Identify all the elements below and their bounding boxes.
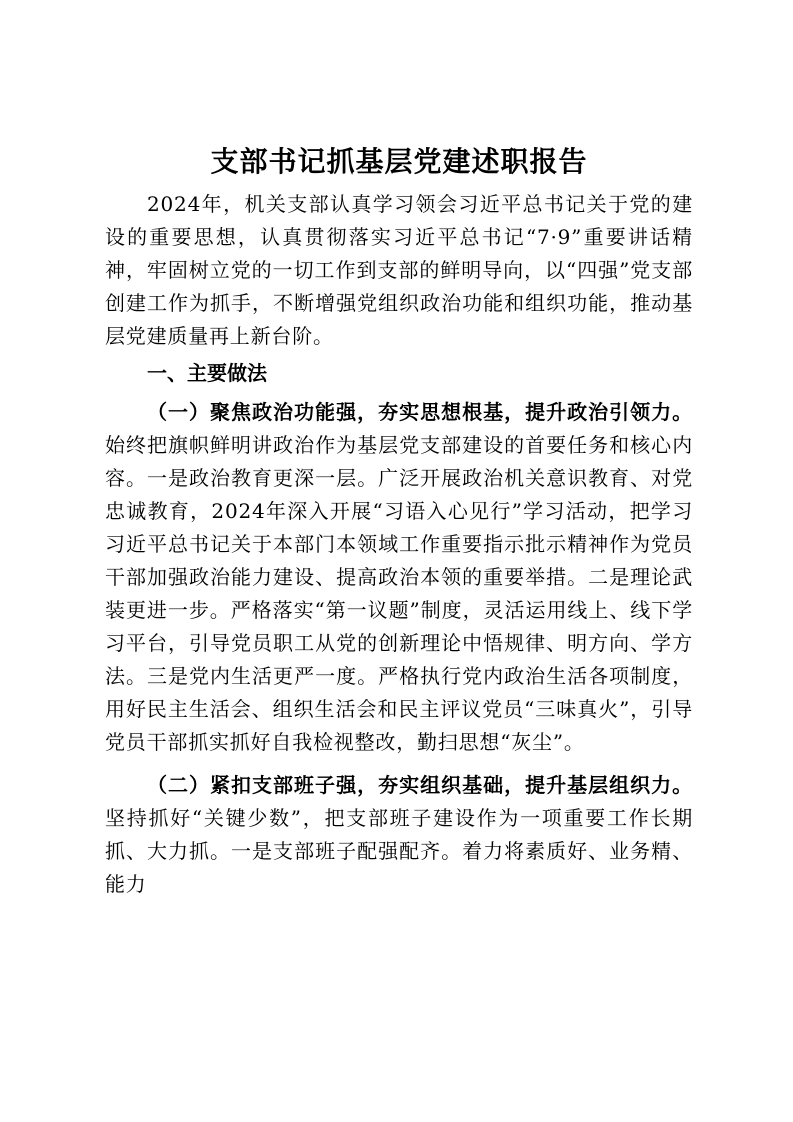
intro-paragraph: 2024年，机关支部认真学习领会习近平总书记关于党的建设的重要思想，认真贯彻落实习近平总书记“7·9”重要讲话精神，牢固树立党的一切工作到支部的鲜明导向，以“四强”党支部创建工作为抓手，不断增强党组织政治功能和组织功能，推动基层党建质量再上新台阶。 [105, 192, 693, 348]
section-1-paragraph [105, 396, 693, 759]
section-heading-main-practices: 一、主要做法 [147, 361, 267, 385]
section-2-body: 坚持抓好“关键少数”，把支部班子建设作为一项重要工作长期抓、大力抓。一是支部班子配强配齐。着力将素质好、业务精、能力 [105, 806, 693, 896]
document-title: 支部书记抓基层党建述职报告 [210, 145, 588, 178]
document-page [105, 140, 693, 901]
section-1-body: 始终把旗帜鲜明讲政治作为基层党支部建设的首要任务和核心内容。一是政治教育更深一层。广泛开展政治机关意识教育、对党忠诚教育，2024年深入开展“习语入心见行”学习活动，把学习习近平总书记关于本部门本领域工作重要指示批示精神作为党员干部加强政治能力建设、提高政治本领的重要举措。二是理论武装更进一步。严格落实“第一议题”制度，灵活运用线上、线下学习平台，引导党员职工从党的创新理论中悟规律、明方向、学方法。三是党内生活更严一度。严格执行党内政治生活各项制度，用好民主生活会、组织生活会和民主评议党员“三味真火”，引导党员干部抓实抓好自我检视整改，勤扫思想“灰尘”。 [105, 433, 693, 754]
section-2-subhead: （二）紧扣支部班子强，夯实组织基础，提升基层组织力。 [147, 773, 693, 797]
section-2-paragraph [105, 769, 693, 901]
section-1-subhead: （一）聚焦政治功能强，夯实思想根基，提升政治引领力。 [147, 400, 693, 424]
